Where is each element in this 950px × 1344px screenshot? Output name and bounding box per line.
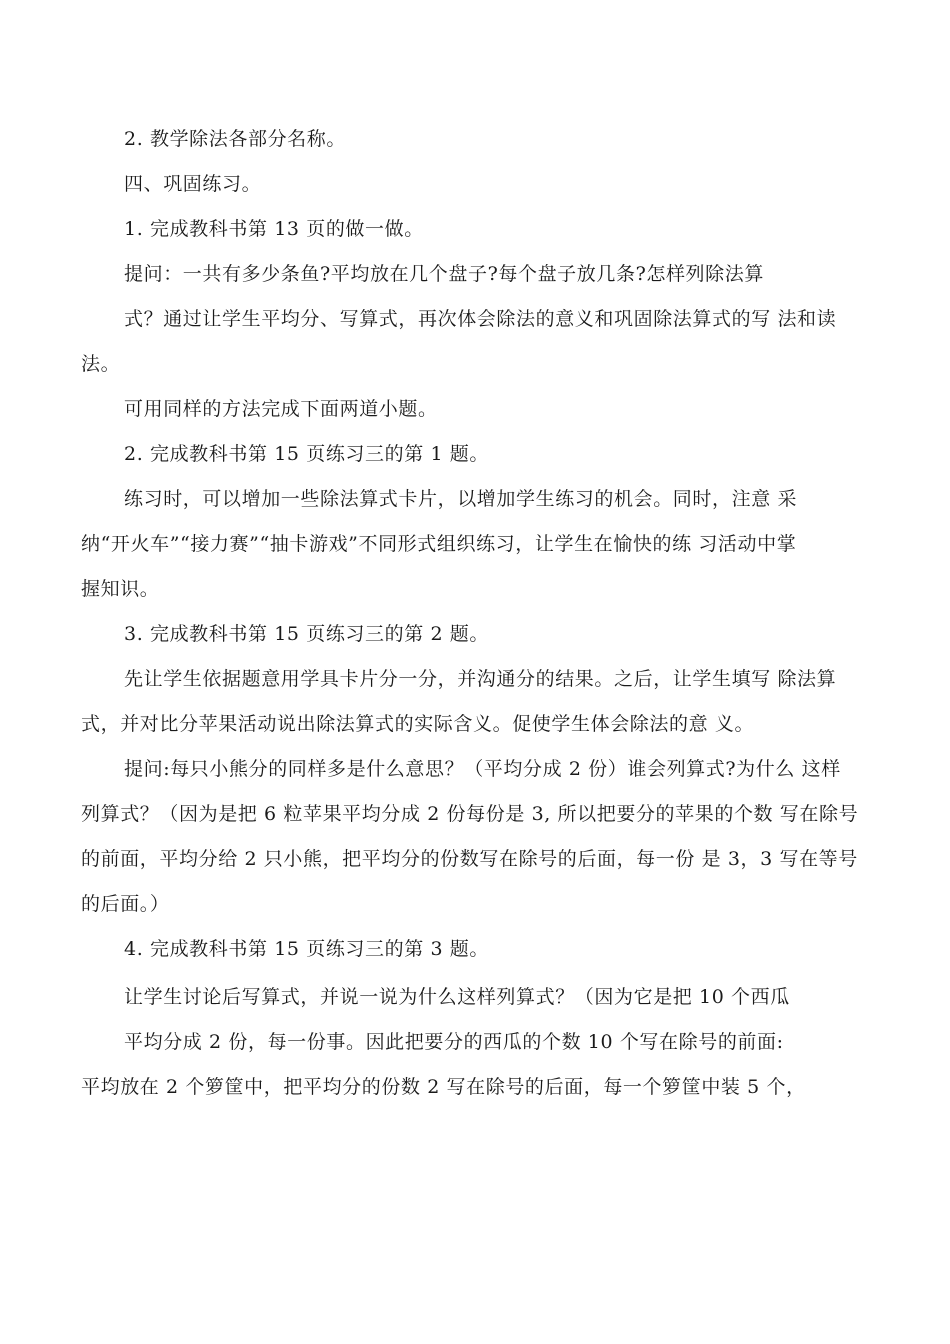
paragraph-line: 提问：一共有多少条鱼?平均放在几个盘子?每个盘子放几条?怎样列除法算: [124, 263, 764, 285]
paragraph-line: 先让学生依据题意用学具卡片分一分，并沟通分的结果。之后，让学生填写 除法算: [124, 668, 837, 690]
section-heading-division-parts: 2. 教学除法各部分名称。: [124, 128, 346, 150]
paragraph-line: 练习时，可以增加一些除法算式卡片，以增加学生练习的机会。同时，注意 采: [124, 488, 798, 510]
paragraph-line: 式？通过让学生平均分、写算式，再次体会除法的意义和巩固除法算式的写 法和读: [124, 308, 837, 330]
exercise-item-1: 1. 完成教科书第 13 页的做一做。: [124, 218, 424, 240]
paragraph-line: 的后面。）: [81, 893, 170, 915]
paragraph-line: 可用同样的方法完成下面两道小题。: [124, 398, 438, 420]
paragraph-line: 式，并对比分苹果活动说出除法算式的实际含义。促使学生体会除法的意 义。: [81, 713, 755, 735]
paragraph-line: 平均放在 2 个箩筐中，把平均分的份数 2 写在除号的后面，每一个箩筐中装 5 个，: [81, 1076, 806, 1098]
paragraph-line: 让学生讨论后写算式，并说一说为什么这样列算式？（因为它是把 10 个西瓜: [124, 986, 790, 1008]
exercise-item-2: 2. 完成教科书第 15 页练习三的第 1 题。: [124, 443, 489, 465]
paragraph-line: 列算式？（因为是把 6 粒苹果平均分成 2 份每份是 3, 所以把要分的苹果的个数 写在除号: [81, 803, 859, 825]
exercise-item-3: 3. 完成教科书第 15 页练习三的第 2 题。: [124, 623, 489, 645]
paragraph-line: 纳“开火车”“接力赛”“抽卡游戏”不同形式组织练习，让学生在愉快的练 习活动中掌: [81, 533, 797, 555]
paragraph-line: 平均分成 2 份，每一份事。因此把要分的西瓜的个数 10 个写在除号的前面:: [124, 1031, 784, 1053]
paragraph-line: 法。: [81, 353, 121, 375]
paragraph-line: 提问:每只小熊分的同样多是什么意思？（平均分成 2 份）谁会列算式?为什么 这样: [124, 758, 841, 780]
paragraph-line: 的前面，平均分给 2 只小熊，把平均分的份数写在除号的后面，每一份 是 3，3 写在等号: [81, 848, 858, 870]
exercise-item-4: 4. 完成教科书第 15 页练习三的第 3 题。: [124, 938, 489, 960]
paragraph-line: 握知识。: [81, 578, 160, 600]
section-heading-practice: 四、巩固练习。: [124, 173, 262, 195]
